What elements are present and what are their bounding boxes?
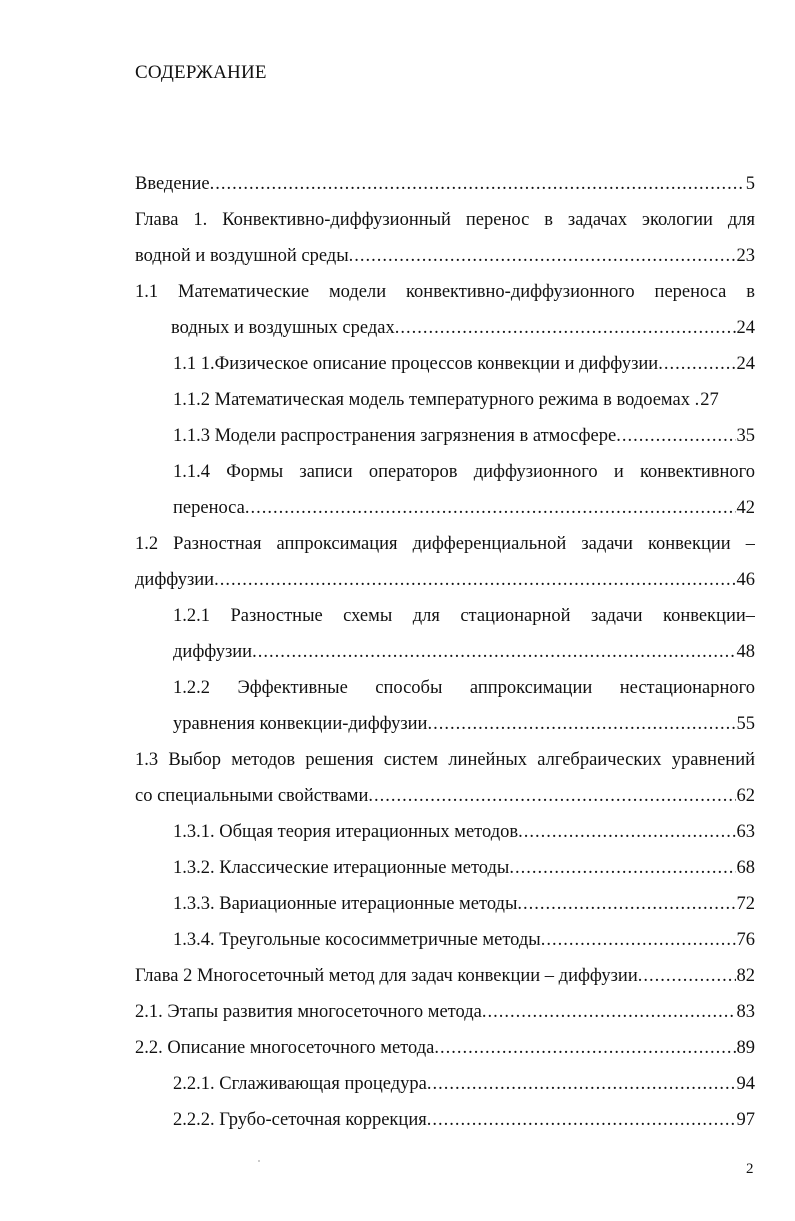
toc-entry-page: 68 bbox=[736, 858, 755, 878]
toc-entry bbox=[135, 958, 755, 994]
page-number: 2 bbox=[746, 1161, 754, 1177]
toc-entry-page: 97 bbox=[736, 1110, 755, 1130]
toc-entry-line: Глава 1. Конвективно-диффузионный перенос в задачах экологии для bbox=[135, 210, 755, 230]
toc-entry-title: со специальными свойствами bbox=[135, 786, 369, 806]
toc-entry-page: 63 bbox=[736, 822, 755, 842]
toc-entry-title: переноса bbox=[173, 498, 245, 518]
toc-entry bbox=[173, 814, 755, 850]
toc-entry-title: 2.1. Этапы развития многосеточного метода bbox=[135, 1002, 482, 1022]
toc-entry bbox=[173, 634, 755, 670]
toc-entry bbox=[173, 850, 755, 886]
toc-entry-page: 27 bbox=[700, 390, 719, 410]
toc-entry-title: 1.3.4. Треугольные кососимметричные методы bbox=[173, 930, 541, 950]
toc-entry-page: 89 bbox=[736, 1038, 755, 1058]
toc-entry-page: 82 bbox=[736, 966, 755, 986]
toc-entry-title: уравнения конвекции-диффузии bbox=[173, 714, 428, 734]
toc-heading: СОДЕРЖАНИЕ bbox=[135, 62, 267, 83]
toc-entry bbox=[135, 562, 755, 598]
toc-entry-title: 1.3.1. Общая теория итерационных методов bbox=[173, 822, 519, 842]
toc-leader-dots bbox=[395, 310, 736, 346]
toc-entry bbox=[173, 418, 755, 454]
toc-leader-dots bbox=[638, 958, 736, 994]
scan-speck bbox=[258, 1160, 260, 1162]
toc-entry-title: 1.1.3 Модели распространения загрязнения в атмосфере bbox=[173, 426, 617, 446]
toc-entry-page: 62 bbox=[736, 786, 755, 806]
toc-entry-title: 1.1.2 Математическая модель температурного режима в водоемах . bbox=[173, 390, 700, 410]
toc-leader-dots bbox=[541, 922, 736, 958]
toc-entry-title: Глава 2 Многосеточный метод для задач конвекции – диффузии bbox=[135, 966, 638, 986]
toc-entry bbox=[135, 1030, 755, 1066]
toc-entry-page: 23 bbox=[736, 246, 755, 266]
toc-entry-line: 1.2.2 Эффективные способы аппроксимации нестационарного bbox=[173, 678, 755, 698]
toc-entry-line: 1.1.4 Формы записи операторов диффузионного и конвективного bbox=[173, 462, 755, 482]
toc-entry bbox=[135, 778, 755, 814]
toc-entry-page: 5 bbox=[745, 174, 755, 194]
toc-leader-dots bbox=[517, 886, 735, 922]
toc-leader-dots bbox=[214, 562, 735, 598]
toc-entry-line: 1.2 Разностная аппроксимация дифференциальной задачи конвекции – bbox=[135, 534, 755, 554]
toc-entry bbox=[173, 886, 755, 922]
toc-entry-page: 24 bbox=[736, 354, 755, 374]
toc-entry-page: 76 bbox=[736, 930, 755, 950]
toc-entry bbox=[173, 706, 755, 742]
toc-entry-page: 46 bbox=[736, 570, 755, 590]
toc-leader-dots bbox=[658, 346, 735, 382]
toc-entry bbox=[173, 1066, 755, 1102]
toc-entry-page: 72 bbox=[736, 894, 755, 914]
toc-entry-title: 1.3.3. Вариационные итерационные методы bbox=[173, 894, 518, 914]
toc-entry bbox=[135, 994, 755, 1030]
toc-entry-title: диффузии bbox=[173, 642, 253, 662]
toc-leader-dots bbox=[427, 1066, 736, 1102]
toc-leader-dots bbox=[509, 850, 735, 886]
toc-entry-title: водной и воздушной среды bbox=[135, 246, 349, 266]
toc-leader-dots bbox=[252, 634, 735, 670]
toc-entry-page: 94 bbox=[736, 1074, 755, 1094]
toc-entry bbox=[135, 166, 755, 202]
toc-entry-page: 42 bbox=[736, 498, 755, 518]
toc-leader-dots bbox=[210, 166, 745, 202]
toc-entry-page: 55 bbox=[736, 714, 755, 734]
toc-leader-dots bbox=[616, 418, 735, 454]
toc-entry bbox=[173, 1102, 755, 1138]
toc-entry-title: 1.1 1.Физическое описание процессов конвекции и диффузии bbox=[173, 354, 659, 374]
toc-entry-line: 1.2.1 Разностные схемы для стационарной задачи конвекции– bbox=[173, 606, 755, 626]
toc-leader-dots bbox=[427, 706, 735, 742]
toc-leader-dots bbox=[427, 1102, 736, 1138]
toc-entry-page: 35 bbox=[736, 426, 755, 446]
table-of-contents bbox=[135, 166, 755, 1138]
toc-leader-dots bbox=[349, 238, 736, 274]
toc-entry-line: 1.3 Выбор методов решения систем линейных алгебраических уравнений bbox=[135, 750, 755, 770]
toc-entry bbox=[135, 238, 755, 274]
toc-entry-title: 2.2.1. Сглаживающая процедура bbox=[173, 1074, 427, 1094]
toc-leader-dots bbox=[434, 1030, 735, 1066]
toc-leader-dots bbox=[245, 490, 736, 526]
toc-entry-title: диффузии bbox=[135, 570, 215, 590]
toc-entry-line: 1.1 Математические модели конвективно-диффузионного переноса в bbox=[135, 282, 755, 302]
toc-entry-title: 2.2. Описание многосеточного метода bbox=[135, 1038, 435, 1058]
toc-entry bbox=[173, 346, 755, 382]
toc-entry bbox=[173, 922, 755, 958]
toc-leader-dots bbox=[368, 778, 735, 814]
toc-entry-page: 48 bbox=[736, 642, 755, 662]
toc-leader-dots bbox=[482, 994, 736, 1030]
toc-leader-dots bbox=[518, 814, 735, 850]
toc-entry-title: водных и воздушных средах bbox=[171, 318, 395, 338]
toc-entry-title: 2.2.2. Грубо-сеточная коррекция bbox=[173, 1110, 427, 1130]
toc-entry bbox=[171, 310, 755, 346]
toc-entry-page: 24 bbox=[736, 318, 755, 338]
toc-entry bbox=[173, 382, 755, 418]
toc-entry bbox=[173, 490, 755, 526]
toc-entry-page: 83 bbox=[736, 1002, 755, 1022]
toc-entry-title: 1.3.2. Классические итерационные методы bbox=[173, 858, 510, 878]
toc-entry-title: Введение bbox=[135, 174, 210, 194]
